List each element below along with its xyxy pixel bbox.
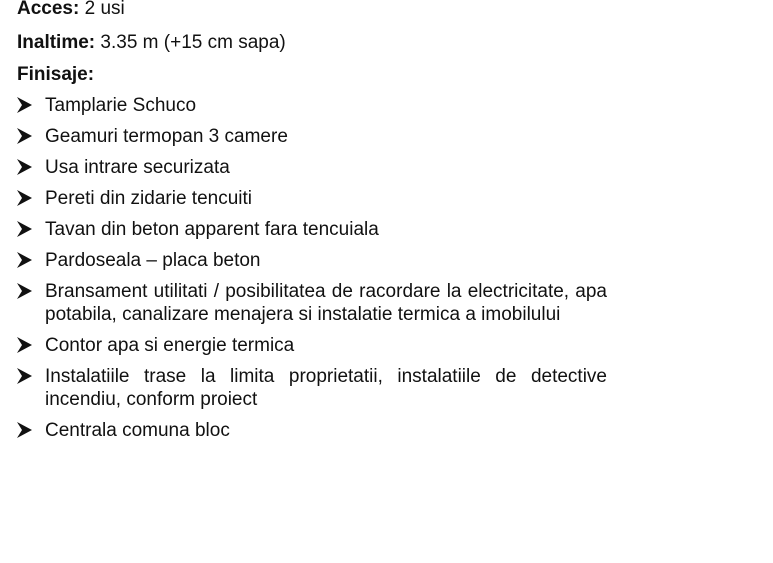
- arrowhead-bullet-icon: [17, 190, 32, 206]
- list-item-text: Tamplarie Schuco: [45, 95, 197, 116]
- list-item: [17, 334, 617, 357]
- arrowhead-bullet-icon: [17, 159, 32, 175]
- acces-value: 2 usi: [84, 0, 125, 19]
- inaltime-field: [17, 32, 286, 54]
- list-item-text: Centrala comuna bloc: [45, 420, 230, 441]
- arrowhead-bullet-icon: [17, 283, 32, 299]
- arrowhead-bullet-icon: [17, 422, 32, 438]
- arrowhead-bullet-icon: [17, 368, 32, 384]
- list-item-text: Tavan din beton apparent fara tencuiala: [45, 219, 379, 240]
- finisaje-heading: [17, 64, 94, 86]
- acces-label: Acces:: [17, 0, 80, 19]
- arrowhead-bullet-icon: [17, 221, 32, 237]
- arrowhead-bullet-icon: [17, 128, 32, 144]
- arrowhead-bullet-icon: [17, 252, 32, 268]
- inaltime-label: Inaltime:: [17, 32, 96, 53]
- finisaje-list: [17, 94, 617, 450]
- list-item-text: Geamuri termopan 3 camere: [45, 126, 288, 147]
- list-item-text: Bransament utilitati / posibilitatea de racordare la electricitate, apa potabila, canalizare menajera si instalatie termica a imobilului: [45, 281, 607, 325]
- list-item: [17, 365, 617, 411]
- list-item: [17, 249, 617, 272]
- arrowhead-bullet-icon: [17, 97, 32, 113]
- list-item: [17, 156, 617, 179]
- list-item-text: Contor apa si energie termica: [45, 335, 295, 356]
- list-item: [17, 94, 617, 117]
- list-item: [17, 280, 617, 326]
- inaltime-value: 3.35 m (+15 cm sapa): [100, 32, 286, 53]
- list-item-text: Usa intrare securizata: [45, 157, 230, 178]
- list-item: [17, 187, 617, 210]
- acces-field: [17, 0, 125, 20]
- list-item-text: Pereti din zidarie tencuiti: [45, 188, 252, 209]
- list-item-text: Pardoseala – placa beton: [45, 250, 261, 271]
- list-item: [17, 419, 617, 442]
- finisaje-label: Finisaje:: [17, 64, 95, 85]
- list-item: [17, 218, 617, 241]
- list-item-text: Instalatiile trase la limita proprietatii, instalatiile de detective incendiu, conform proiect: [45, 366, 607, 410]
- list-item: [17, 125, 617, 148]
- arrowhead-bullet-icon: [17, 337, 32, 353]
